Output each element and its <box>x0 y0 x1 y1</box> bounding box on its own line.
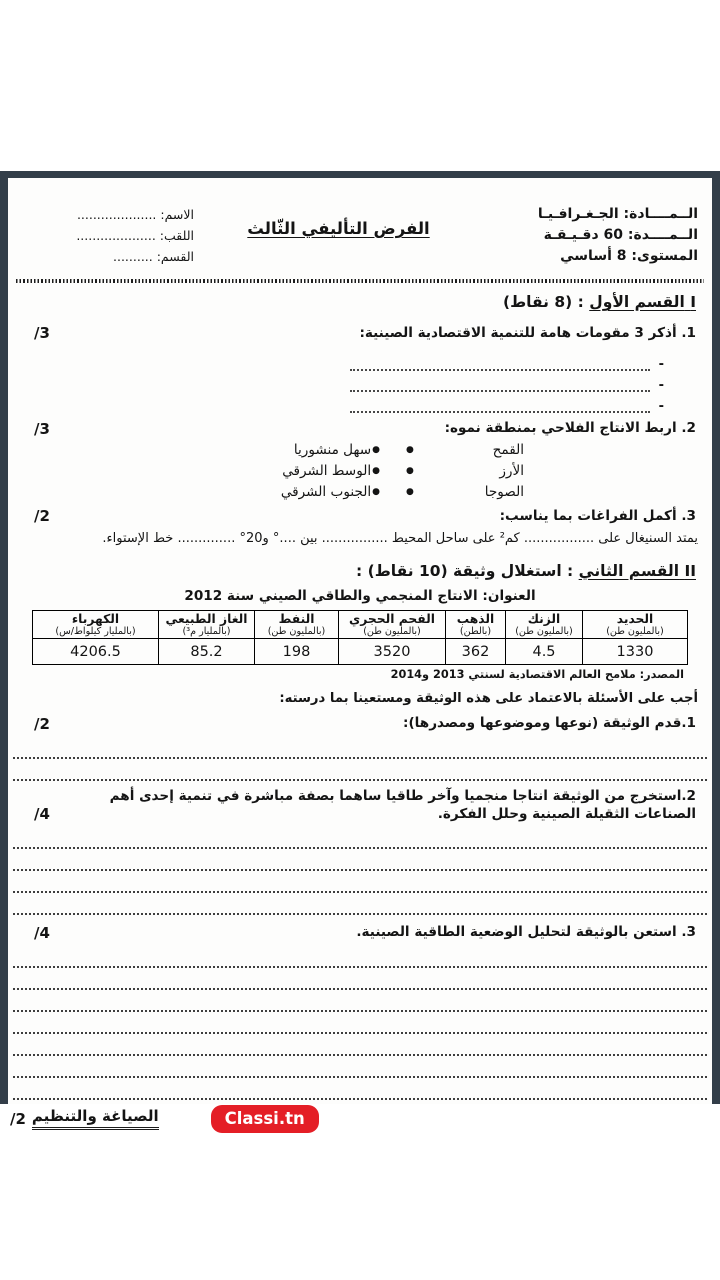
student-name-line: الاسم: .................... <box>76 207 194 222</box>
dotted-answer-line <box>13 990 707 1012</box>
dotted-answer-line <box>13 759 707 781</box>
table-value-cell: 3520 <box>339 639 446 665</box>
part2-q3-text: 3. استعن بالوثيقة لتحليل الوضعية الطاقية الصينية. <box>356 924 696 941</box>
match-item <box>281 461 380 482</box>
exam-footer <box>8 1105 712 1134</box>
part1-q3-text: 3. أكمل الفراغات بما يناسب: <box>499 507 696 524</box>
table-value-cell: 4.5 <box>506 639 583 665</box>
match-item <box>281 482 380 503</box>
region-label: الجنوب الشرقي <box>280 484 372 501</box>
bullet-icon: ● <box>406 444 414 455</box>
title-wrap <box>194 204 483 267</box>
part2-roman: II <box>684 562 696 581</box>
footer-score: /2 <box>10 1109 26 1128</box>
region-label: سهل منشوريا <box>293 442 372 459</box>
dotted-answer-line <box>13 871 707 893</box>
dotted-blank <box>350 398 650 413</box>
product-label: القمح <box>492 442 524 459</box>
part1-q1-row <box>34 324 696 342</box>
dotted-answer-line <box>13 968 707 990</box>
table-value-row <box>33 639 688 665</box>
document-title: العنوان: الانتاج المنجمي والطاقي الصيني سنة 2012 <box>184 588 536 605</box>
footer-label: الصياغة والتنظيم <box>32 1107 159 1130</box>
subject-line: الــمــــادة: الجـغـرافـيـا <box>537 206 698 222</box>
part2-heading <box>24 562 696 583</box>
table-header-cell: الزنك (بالمليون طن) <box>506 611 583 639</box>
part2-heading-title: القسم الثاني <box>578 562 680 581</box>
part2-q2-score: /4 <box>34 805 50 824</box>
part1-q2-text: 2. اربط الانتاج الفلاحي بمنطقة نموه: <box>444 420 696 437</box>
bullet-icon: ● <box>372 444 380 455</box>
table-header-row <box>33 611 688 639</box>
student-surname-line: اللقب: .................... <box>76 228 194 243</box>
duration-line: الــمــــدة: 60 دقـيـقـة <box>543 227 698 243</box>
part2-q2-text: 2.استخرج من الوثيقة انتاجا منجميا وآخر طاقيا ساهما بصفة مباشرة في تنمية إحدى أهم الصناعات الثقيلة الصينية وحلل الفكرة. <box>109 787 696 822</box>
dotted-answer-line <box>13 849 707 871</box>
table-value-cell: 198 <box>255 639 339 665</box>
dotted-answer-line <box>13 1078 707 1100</box>
part2-q1-row <box>34 714 696 732</box>
part1-heading <box>24 293 696 314</box>
exam-info-block <box>483 204 698 267</box>
dotted-answer-line <box>13 1012 707 1034</box>
part2-heading-rest: : استغلال وثيقة (10 نقاط) : <box>356 562 579 581</box>
part1-q2-row <box>34 419 696 437</box>
classi-badge: Classi.tn <box>211 1105 319 1134</box>
part1-q1-score: /3 <box>34 324 50 343</box>
table-header-cell: الفحم الحجري (بالمليون طن) <box>339 611 446 639</box>
match-item <box>406 461 524 482</box>
product-label: الأرز <box>499 463 524 480</box>
part2-q3-score: /4 <box>34 923 50 942</box>
part2-intro: أجب على الأسئلة بالاعتماد على هذه الوثيقة ومستعينا بما درسته: <box>279 691 698 707</box>
part1-q1-text: 1. أذكر 3 مقومات هامة للتنمية الاقتصادية الصينية: <box>359 325 696 341</box>
answer-line <box>8 350 664 371</box>
products-column <box>406 440 524 503</box>
dash-bullet: - <box>658 378 664 394</box>
table-header-cell: الحديد (بالمليون طن) <box>583 611 688 639</box>
dotted-answer-line <box>13 827 707 849</box>
table-header-cell: الغاز الطبيعي (بالمليار م³) <box>159 611 255 639</box>
dash-bullet: - <box>658 357 664 373</box>
part2-q1-score: /2 <box>34 714 50 733</box>
bullet-icon: ● <box>372 465 380 476</box>
dash-bullet: - <box>658 399 664 415</box>
table-header-cell: الكهرباء (بالمليار كيلواط/س) <box>33 611 159 639</box>
match-item <box>406 482 524 503</box>
product-label: الصوجا <box>484 484 524 501</box>
fill-in-blanks-line: يمتد السنيغال على ................. كم² على ساحل المحيط ................ بين ....° و20° .............. خط الإستواء. <box>102 531 698 547</box>
dotted-answer-line <box>13 1056 707 1078</box>
dotted-blank <box>350 356 650 371</box>
exam-title: الفرض التأليفي الثّالث <box>247 219 430 238</box>
part1-heading-points: : (8 نقاط) <box>503 293 590 311</box>
answer-line <box>8 371 664 392</box>
table-value-cell: 1330 <box>583 639 688 665</box>
part1-q2-score: /3 <box>34 419 50 438</box>
region-label: الوسط الشرقي <box>282 463 372 480</box>
part1-q3-score: /2 <box>34 507 50 526</box>
regions-column <box>281 440 380 503</box>
table-header-cell: الذهب (بالطن) <box>446 611 506 639</box>
bullet-icon: ● <box>406 486 414 497</box>
footer-score-block <box>10 1107 159 1130</box>
level-line: المستوى: 8 أساسي <box>560 248 698 264</box>
part1-q1-answer-lines <box>8 350 664 413</box>
table-value-cell: 362 <box>446 639 506 665</box>
exam-header <box>8 178 712 267</box>
part1-roman: I <box>690 293 696 311</box>
part2-q3-row <box>34 923 696 941</box>
bullet-icon: ● <box>372 486 380 497</box>
dotted-answer-line <box>13 1034 707 1056</box>
part1-heading-title: القسم الأول <box>589 293 685 311</box>
table-value-cell: 85.2 <box>159 639 255 665</box>
student-class-line: القسم: .......... <box>113 249 194 264</box>
table-value-cell: 4206.5 <box>33 639 159 665</box>
part2-q1-text: 1.قدم الوثيقة (نوعها وموضوعها ومصدرها): <box>403 715 696 732</box>
bullet-icon: ● <box>406 465 414 476</box>
answer-line <box>8 392 664 413</box>
part1-q3-row <box>34 507 696 525</box>
dotted-answer-line <box>13 893 707 915</box>
dotted-answer-line <box>13 737 707 759</box>
dotted-answer-line <box>13 946 707 968</box>
dashed-separator <box>16 279 704 283</box>
student-info-block <box>16 204 194 267</box>
table-header-cell: النفط (بالمليون طن) <box>255 611 339 639</box>
table-source: المصدر: ملامح العالم الاقتصادية لسنتي 2013 و2014 <box>390 668 684 682</box>
production-table <box>32 610 688 665</box>
matching-exercise <box>8 440 712 503</box>
match-item <box>281 440 380 461</box>
exam-page <box>8 178 712 1128</box>
dotted-blank <box>350 377 650 392</box>
match-item <box>406 440 524 461</box>
part2-q2-row <box>34 787 696 824</box>
